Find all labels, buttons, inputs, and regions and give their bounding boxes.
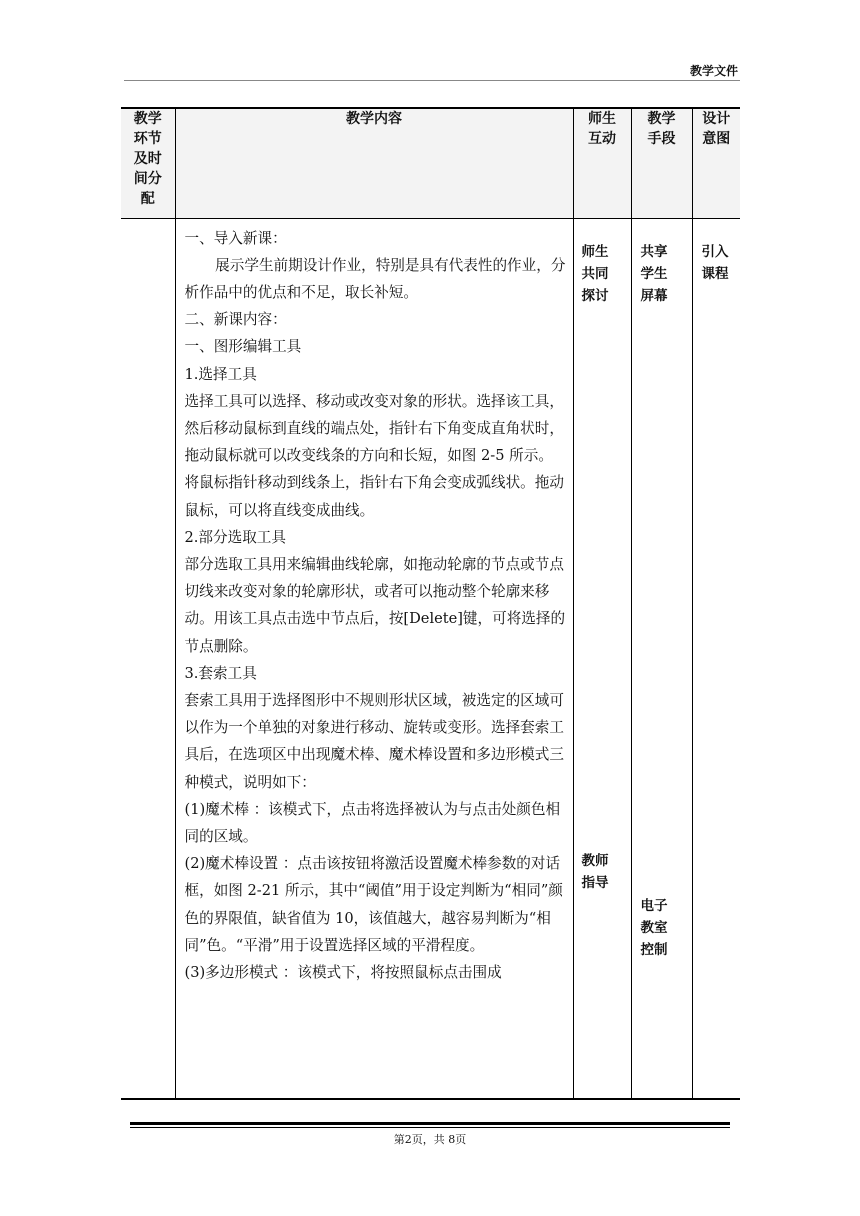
header-intent: 设计意图: [692, 108, 740, 218]
content-paragraph: 展示学生前期设计作业，特别是具有代表性的作业，分析作品中的优点和不足，取长补短。: [184, 256, 566, 301]
header-stage: 教学环节及时间分配: [121, 108, 175, 218]
interaction-second: 教师指导: [581, 852, 609, 891]
lesson-table: [121, 107, 740, 1100]
header-interaction: 师生互动: [573, 108, 631, 218]
content-paragraph: (2)魔术棒设置 ：点击该按钮将激活设置魔术棒参数的对话框，如图 2-21 所示，其中“阈值”用于设定判断为“相同”颜色的界限值，缺省值为 10，该值越大，越容易判断为“相同”色。“平滑”用于设置选择区域的平滑程度。: [184, 855, 563, 954]
intent-text: 引入课程: [701, 243, 729, 282]
table-body-row: [121, 218, 740, 1099]
content-paragraph: 套索工具用于选择图形中不规则形状区域，被选定的区域可以作为一个单独的对象进行移动、旋转或变形。选择套索工具后，在选项区中出现魔术棒、魔术棒设置和多边形模式三种模式，说明如下：: [184, 691, 564, 791]
page-header: [124, 58, 740, 81]
content-paragraph: 3.套索工具: [184, 664, 257, 682]
content-paragraph: 将鼠标指针移动到线条上，指针右下角会变成弧线状。拖动鼠标，可以将直线变成曲线。: [184, 474, 564, 519]
footer-rule-thin: [130, 1127, 730, 1128]
page-number: 第2页，共 8页: [393, 1133, 467, 1146]
interaction-first: 师生共同探讨: [581, 243, 609, 304]
content-paragraph: 选择工具可以选择、移动或改变对象的形状。选择该工具，然后移动鼠标到直线的端点处，指针右下角变成直角状时，拖动鼠标就可以改变线条的方向和长短，如图 2-5 所示。: [184, 392, 564, 465]
header-title: 教学文件: [689, 64, 738, 78]
means-second: 电子教室控制: [640, 897, 668, 958]
intent-cell: [692, 218, 740, 1099]
header-means: 教学手段: [631, 108, 692, 218]
means-first: 共享学生屏幕: [640, 243, 668, 304]
content-cell: [175, 218, 573, 1099]
content-paragraph: 一、导入新课：: [184, 229, 287, 247]
table-header-row: [121, 108, 740, 218]
footer-rule-thick: [130, 1122, 730, 1125]
header-content: 教学内容: [175, 108, 573, 218]
content-paragraph: (1)魔术棒 ：该模式下，点击将选择被认为与点击处颜色相同的区域。: [184, 800, 561, 845]
content-paragraph: 一、图形编辑工具: [184, 338, 302, 356]
interaction-cell: [573, 218, 631, 1099]
content-paragraph: 部分选取工具用来编辑曲线轮廓，如拖动轮廓的节点或节点切线来改变对象的轮廓形状，或者可以拖动整个轮廓来移动。用该工具点击选中节点后，按[Delete]键，可将选择的节点删除。: [184, 555, 566, 655]
means-cell: [631, 218, 692, 1099]
content-paragraph: (3)多边形模式 ：该模式下，将按照鼠标点击围成: [184, 963, 502, 981]
content-paragraph: 1.选择工具: [184, 365, 257, 383]
stage-cell: [121, 218, 175, 1099]
content-paragraph: 2.部分选取工具: [184, 528, 286, 546]
content-paragraph: 二、新课内容：: [184, 311, 287, 329]
